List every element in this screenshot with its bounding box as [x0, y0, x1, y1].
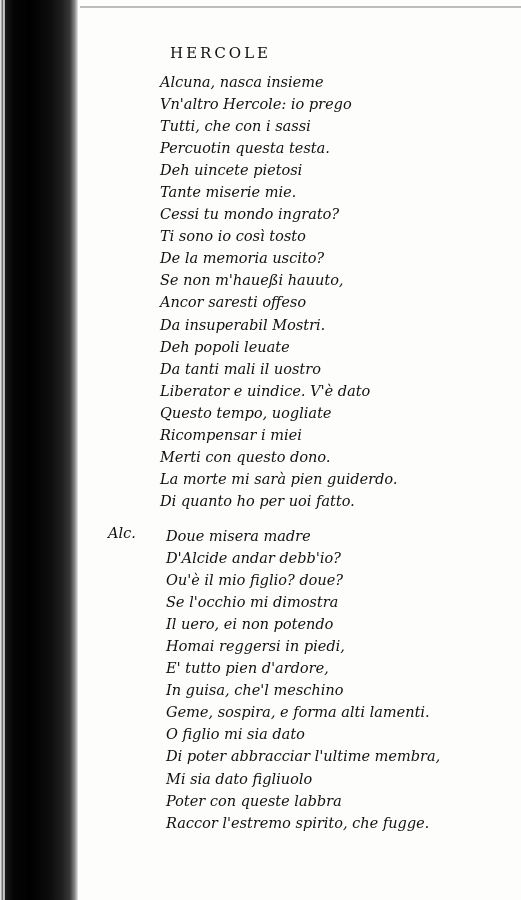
speech-line: Homai reggersi in piedi, — [166, 639, 345, 656]
verse-line: Merti con questo dono. — [160, 449, 331, 466]
speaker-label: Alc. — [108, 526, 136, 542]
running-header: HERCOLE — [170, 44, 272, 62]
speech-line: Geme, sospira, e forma alti lamenti. — [166, 705, 430, 722]
speech-line: Il uero, ei non potendo — [166, 617, 334, 634]
verse-line: Tutti, che con i sassi — [160, 119, 311, 136]
verse-line: Da insuperabil Mostri. — [160, 317, 326, 334]
verse-line: Ricompensar i miei — [160, 427, 302, 444]
verse-line: Ancor saresti offeso — [160, 295, 307, 312]
speech-line: Doue misera madre — [166, 529, 311, 545]
page-top-edge — [80, 6, 521, 8]
speech-line: In guisa, che'l meschino — [166, 683, 344, 700]
verse-line: Da tanti mali il uostro — [160, 361, 321, 378]
verse-line: Liberator e uindice. V'è dato — [160, 383, 371, 400]
verse-line: Se non m'haueßi hauuto, — [160, 273, 344, 290]
verse-line: Questo tempo, uogliate — [160, 405, 332, 422]
verse-line: Deh uincete pietosi — [160, 163, 303, 180]
speech-line: Se l'occhio mi dimostra — [166, 595, 339, 612]
verse-block — [160, 72, 510, 513]
verse-line: Di quanto ho per uoi fatto. — [160, 493, 355, 510]
verse-line: La morte mi sarà pien guiderdo. — [160, 471, 398, 488]
book-binding — [0, 0, 78, 900]
speech-line: O figlio mi sia dato — [166, 727, 305, 744]
verse-line: Deh popoli leuate — [160, 339, 290, 356]
speech-line: Ou'è il mio figlio? doue? — [166, 573, 344, 590]
verse-line: Alcuna, nasca insieme — [160, 75, 324, 91]
verse-line: Cessi tu mondo ingrato? — [160, 207, 340, 224]
speech-line: Raccor l'estremo spirito, che fugge. — [166, 815, 430, 832]
speech-line: E' tutto pien d'ardore, — [166, 661, 329, 678]
speech-block — [108, 526, 520, 835]
speech-line: Poter con queste labbra — [166, 793, 342, 810]
speech-line: D'Alcide andar debb'io? — [166, 551, 341, 568]
verse-line: Percuotin questa testa. — [160, 141, 330, 158]
verse-line: De la memoria uscito? — [160, 251, 325, 268]
speech-line: Mi sia dato figliuolo — [166, 771, 313, 788]
verse-line: Ti sono io così tosto — [160, 229, 306, 246]
binding-edge — [3, 0, 5, 900]
verse-line: Vn'altro Hercole: io prego — [160, 97, 352, 114]
speech-line: Di poter abbracciar l'ultime membra, — [166, 749, 441, 766]
speech-lines — [166, 526, 440, 835]
verse-line: Tante miserie mie. — [160, 185, 297, 202]
